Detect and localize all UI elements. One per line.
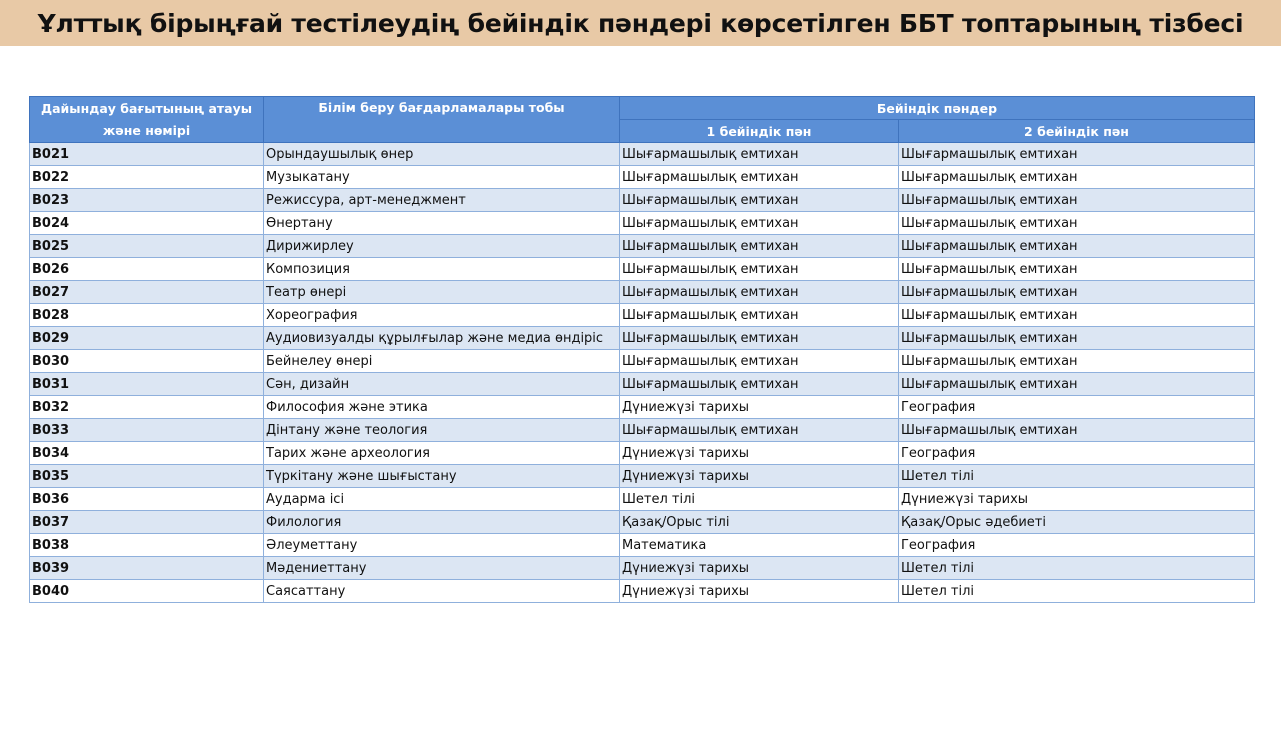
cell-code: B035 bbox=[30, 465, 264, 488]
cell-code: B028 bbox=[30, 304, 264, 327]
cell-code: B021 bbox=[30, 143, 264, 166]
table-header bbox=[30, 97, 1255, 143]
cell-subject-2: Шығармашылық емтихан bbox=[899, 350, 1255, 373]
table-row bbox=[30, 166, 1255, 189]
cell-subject-2: География bbox=[899, 442, 1255, 465]
cell-code: B029 bbox=[30, 327, 264, 350]
page-title: Ұлттық бірыңғай тестілеудің бейіндік пәндері көрсетілген ББТ топтарының тізбесі bbox=[37, 8, 1244, 38]
cell-code: B022 bbox=[30, 166, 264, 189]
cell-subject-2: Шығармашылық емтихан bbox=[899, 235, 1255, 258]
cell-subject-2: Шетел тілі bbox=[899, 465, 1255, 488]
cell-subject-1: Дүниежүзі тарихы bbox=[620, 442, 899, 465]
header-direction-name: Дайындау бағытының атауы және нөмірі bbox=[30, 97, 264, 143]
cell-subject-1: Қазақ/Орыс тілі bbox=[620, 511, 899, 534]
cell-subject-1: Шығармашылық емтихан bbox=[620, 143, 899, 166]
cell-subject-2: Шығармашылық емтихан bbox=[899, 327, 1255, 350]
table-row bbox=[30, 304, 1255, 327]
cell-subject-1: Дүниежүзі тарихы bbox=[620, 396, 899, 419]
cell-code: B024 bbox=[30, 212, 264, 235]
table-row bbox=[30, 442, 1255, 465]
cell-subject-2: Шығармашылық емтихан bbox=[899, 373, 1255, 396]
cell-code: B034 bbox=[30, 442, 264, 465]
cell-subject-2: Шығармашылық емтихан bbox=[899, 166, 1255, 189]
cell-subject-2: Шетел тілі bbox=[899, 557, 1255, 580]
table-row bbox=[30, 396, 1255, 419]
header-profile-subjects: Бейіндік пәндер bbox=[620, 97, 1255, 120]
cell-program-group: Филология bbox=[264, 511, 620, 534]
cell-program-group: Музыкатану bbox=[264, 166, 620, 189]
profile-subjects-table bbox=[29, 96, 1255, 603]
table-row bbox=[30, 534, 1255, 557]
cell-subject-1: Шығармашылық емтихан bbox=[620, 419, 899, 442]
cell-code: B026 bbox=[30, 258, 264, 281]
profile-subjects-table-container bbox=[29, 96, 1254, 603]
cell-subject-1: Шығармашылық емтихан bbox=[620, 212, 899, 235]
table-body bbox=[30, 143, 1255, 603]
table-row bbox=[30, 511, 1255, 534]
table-row bbox=[30, 488, 1255, 511]
title-banner bbox=[0, 0, 1281, 46]
cell-program-group: Түркітану және шығыстану bbox=[264, 465, 620, 488]
cell-subject-2: Шығармашылық емтихан bbox=[899, 189, 1255, 212]
cell-subject-1: Шығармашылық емтихан bbox=[620, 166, 899, 189]
table-row bbox=[30, 465, 1255, 488]
cell-subject-2: География bbox=[899, 534, 1255, 557]
cell-subject-1: Шығармашылық емтихан bbox=[620, 235, 899, 258]
cell-program-group: Театр өнері bbox=[264, 281, 620, 304]
cell-subject-2: География bbox=[899, 396, 1255, 419]
table-row bbox=[30, 212, 1255, 235]
table-row bbox=[30, 143, 1255, 166]
table-row bbox=[30, 189, 1255, 212]
cell-program-group: Мәдениеттану bbox=[264, 557, 620, 580]
cell-subject-1: Шығармашылық емтихан bbox=[620, 189, 899, 212]
cell-code: B032 bbox=[30, 396, 264, 419]
cell-program-group: Бейнелеу өнері bbox=[264, 350, 620, 373]
cell-program-group: Аудиовизуалды құрылғылар және медиа өндіріс bbox=[264, 327, 620, 350]
table-row bbox=[30, 235, 1255, 258]
cell-subject-1: Дүниежүзі тарихы bbox=[620, 557, 899, 580]
table-row bbox=[30, 557, 1255, 580]
cell-subject-1: Шығармашылық емтихан bbox=[620, 258, 899, 281]
cell-subject-2: Шығармашылық емтихан bbox=[899, 143, 1255, 166]
cell-subject-2: Шығармашылық емтихан bbox=[899, 281, 1255, 304]
cell-code: B033 bbox=[30, 419, 264, 442]
cell-code: B038 bbox=[30, 534, 264, 557]
cell-subject-1: Дүниежүзі тарихы bbox=[620, 465, 899, 488]
cell-program-group: Аударма ісі bbox=[264, 488, 620, 511]
cell-program-group: Орындаушылық өнер bbox=[264, 143, 620, 166]
cell-subject-2: Қазақ/Орыс әдебиеті bbox=[899, 511, 1255, 534]
cell-subject-2: Шетел тілі bbox=[899, 580, 1255, 603]
table-row bbox=[30, 580, 1255, 603]
cell-code: B023 bbox=[30, 189, 264, 212]
cell-program-group: Философия және этика bbox=[264, 396, 620, 419]
cell-code: B039 bbox=[30, 557, 264, 580]
cell-subject-2: Шығармашылық емтихан bbox=[899, 212, 1255, 235]
cell-subject-2: Шығармашылық емтихан bbox=[899, 419, 1255, 442]
cell-code: B027 bbox=[30, 281, 264, 304]
header-program-group: Білім беру бағдарламалары тобы bbox=[264, 97, 620, 143]
header-subject-2: 2 бейіндік пән bbox=[899, 120, 1255, 143]
cell-code: B040 bbox=[30, 580, 264, 603]
cell-program-group: Саясаттану bbox=[264, 580, 620, 603]
cell-code: B031 bbox=[30, 373, 264, 396]
cell-code: B025 bbox=[30, 235, 264, 258]
cell-program-group: Дінтану және теология bbox=[264, 419, 620, 442]
cell-program-group: Әлеуметтану bbox=[264, 534, 620, 557]
cell-subject-1: Шығармашылық емтихан bbox=[620, 327, 899, 350]
cell-subject-1: Шетел тілі bbox=[620, 488, 899, 511]
cell-subject-1: Дүниежүзі тарихы bbox=[620, 580, 899, 603]
cell-code: B037 bbox=[30, 511, 264, 534]
cell-program-group: Композиция bbox=[264, 258, 620, 281]
header-subject-1: 1 бейіндік пән bbox=[620, 120, 899, 143]
table-row bbox=[30, 281, 1255, 304]
cell-subject-1: Шығармашылық емтихан bbox=[620, 373, 899, 396]
cell-subject-1: Математика bbox=[620, 534, 899, 557]
cell-subject-1: Шығармашылық емтихан bbox=[620, 281, 899, 304]
cell-program-group: Режиссура, арт-менеджмент bbox=[264, 189, 620, 212]
table-row bbox=[30, 373, 1255, 396]
table-row bbox=[30, 419, 1255, 442]
table-row bbox=[30, 258, 1255, 281]
cell-code: B030 bbox=[30, 350, 264, 373]
cell-program-group: Сән, дизайн bbox=[264, 373, 620, 396]
cell-subject-1: Шығармашылық емтихан bbox=[620, 304, 899, 327]
cell-code: B036 bbox=[30, 488, 264, 511]
cell-program-group: Дирижирлеу bbox=[264, 235, 620, 258]
cell-subject-2: Шығармашылық емтихан bbox=[899, 304, 1255, 327]
cell-program-group: Хореография bbox=[264, 304, 620, 327]
cell-subject-2: Дүниежүзі тарихы bbox=[899, 488, 1255, 511]
cell-program-group: Тарих және археология bbox=[264, 442, 620, 465]
cell-subject-1: Шығармашылық емтихан bbox=[620, 350, 899, 373]
cell-subject-2: Шығармашылық емтихан bbox=[899, 258, 1255, 281]
cell-program-group: Өнертану bbox=[264, 212, 620, 235]
table-row bbox=[30, 327, 1255, 350]
table-row bbox=[30, 350, 1255, 373]
